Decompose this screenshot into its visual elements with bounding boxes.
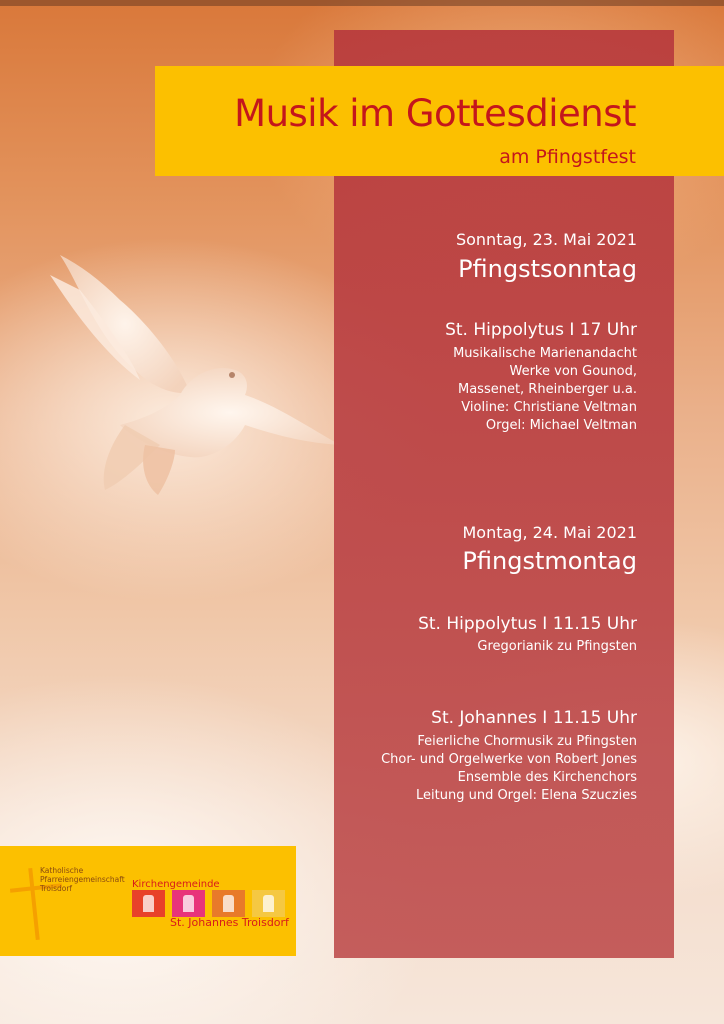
cross-icon	[28, 868, 40, 940]
pfarrei-line: Pfarreiengemeinschaft	[40, 875, 125, 884]
pfarrei-line: Katholische	[40, 866, 84, 875]
day2-event2-line: Ensemble des Kirchenchors	[457, 770, 637, 785]
church-square-icon	[252, 890, 285, 917]
kirchengemeinde-label: Kirchengemeinde	[132, 879, 220, 890]
day2-date: Montag, 24. Mai 2021	[462, 523, 637, 542]
day2-event2-venue: St. Johannes I 11.15 Uhr	[431, 708, 637, 728]
day1-event1-line: Musikalische Marienandacht	[453, 346, 637, 361]
church-square-icon	[212, 890, 245, 917]
day2-event1-line: Gregorianik zu Pfingsten	[477, 639, 637, 654]
day1-name: Pfingstsonntag	[458, 255, 637, 283]
day1-event1-line: Orgel: Michael Veltman	[485, 418, 637, 433]
day2-name: Pfingstmontag	[462, 547, 637, 575]
pfarrei-line: Troisdorf	[40, 884, 73, 893]
day1-event1-venue: St. Hippolytus I 17 Uhr	[445, 320, 637, 340]
top-edge-shade	[0, 0, 724, 6]
day2-event2-line: Chor- und Orgelwerke von Robert Jones	[381, 752, 637, 767]
page-title: Musik im Gottesdienst	[234, 92, 636, 135]
day1-event1-line: Massenet, Rheinberger u.a.	[457, 382, 637, 397]
page-subtitle: am Pfingstfest	[499, 146, 636, 168]
day1-event1-line: Violine: Christiane Veltman	[461, 400, 637, 415]
parish-logo-block	[0, 846, 296, 956]
day1-event1-line: Werke von Gounod,	[509, 364, 637, 379]
title-banner	[155, 66, 724, 176]
gemeinde-name: St. Johannes Troisdorf	[170, 916, 289, 929]
day2-event1-venue: St. Hippolytus I 11.15 Uhr	[418, 614, 637, 634]
pfarrei-name	[40, 866, 125, 893]
day2-event2-line: Feierliche Chormusik zu Pfingsten	[417, 734, 637, 749]
day1-date: Sonntag, 23. Mai 2021	[455, 230, 637, 249]
church-square-icon	[132, 890, 165, 917]
dove-illustration	[40, 245, 350, 505]
day2-event2-line: Leitung und Orgel: Elena Szuczies	[416, 788, 637, 803]
church-square-icon	[172, 890, 205, 917]
